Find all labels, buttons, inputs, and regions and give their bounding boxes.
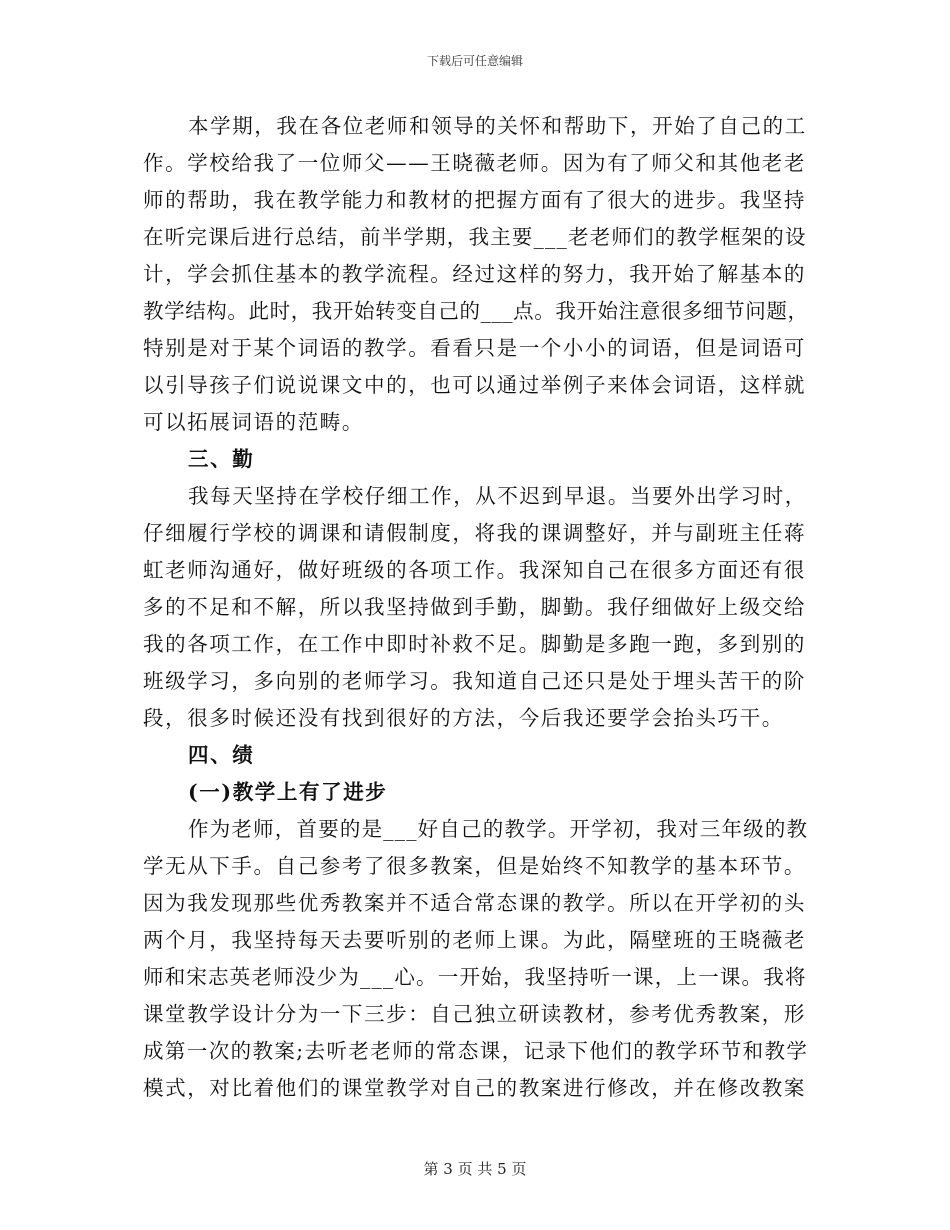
paragraph-line: 作为老师，首要的是___好自己的教学。开学初，我对三年级的教 [188, 817, 809, 841]
section-heading: 三、勤 [188, 447, 255, 471]
page-header: 下载后可任意编辑 [426, 54, 523, 68]
paragraph-line: 可以拓展词语的范畴。 [143, 410, 364, 434]
paragraph-line: 特别是对于某个词语的教学。看看只是一个小小的词语，但是词语可 [143, 336, 806, 360]
paragraph-line: 教学结构。此时，我开始转变自己的___点。我开始注意很多细节问题， [143, 299, 809, 323]
section-heading: 四、绩 [188, 743, 255, 767]
paragraph-line: 课堂教学设计分为一下三步：自己独立研读教材，参考优秀教案，形 [143, 1002, 806, 1026]
subsection-heading: (一)教学上有了进步 [188, 780, 388, 804]
paragraph-line: 学无从下手。自己参考了很多教案，但是始终不知教学的基本环节。 [143, 854, 806, 878]
page-footer: 第 3 页 共 5 页 [423, 1160, 527, 1178]
paragraph-line: 我的各项工作，在工作中即时补救不足。脚勤是多跑一跑，多到别的 [143, 632, 806, 656]
paragraph-line: 我每天坚持在学校仔细工作，从不迟到早退。当要外出学习时， [188, 484, 807, 508]
paragraph-line: 段，很多时候还没有找到很好的方法，今后我还要学会抬头巧干。 [143, 706, 784, 730]
paragraph-line: 虹老师沟通好，做好班级的各项工作。我深知自己在很多方面还有很 [143, 558, 806, 582]
paragraph-line: 多的不足和不解，所以我坚持做到手勤，脚勤。我仔细做好上级交给 [143, 595, 806, 619]
paragraph-line: 在听完课后进行总结，前半学期，我主要___老老师们的教学框架的设 [143, 225, 807, 249]
paragraph-line: 仔细履行学校的调课和请假制度，将我的课调整好，并与副班主任蒋 [143, 521, 806, 545]
paragraph-line: 两个月，我坚持每天去要听别的老师上课。为此，隔壁班的王晓薇老 [143, 928, 806, 952]
paragraph-line: 计，学会抓住基本的教学流程。经过这样的努力，我开始了解基本的 [143, 262, 806, 286]
paragraph-line: 成第一次的教案;去听老老师的常态课，记录下他们的教学环节和教学 [143, 1039, 809, 1063]
paragraph-line: 以引导孩子们说说课文中的，也可以通过举例子来体会词语，这样就 [143, 373, 806, 397]
paragraph-line: 师的帮助，我在教学能力和教材的把握方面有了很大的进步。我坚持 [143, 188, 806, 212]
paragraph-line: 本学期，我在各位老师和领导的关怀和帮助下，开始了自己的工 [188, 114, 807, 138]
paragraph-line: 作。学校给我了一位师父——王晓薇老师。因为有了师父和其他老老 [143, 151, 806, 175]
paragraph-line: 班级学习，多向别的老师学习。我知道自己还只是处于埋头苦干的阶 [143, 669, 806, 693]
paragraph-line: 师和宋志英老师没少为___心。一开始，我坚持听一课，上一课。我将 [143, 965, 807, 989]
paragraph-line: 因为我发现那些优秀教案并不适合常态课的教学。所以在开学初的头 [143, 891, 806, 915]
paragraph-line: 模式，对比着他们的课堂教学对自己的教案进行修改，并在修改教案 [143, 1076, 806, 1100]
